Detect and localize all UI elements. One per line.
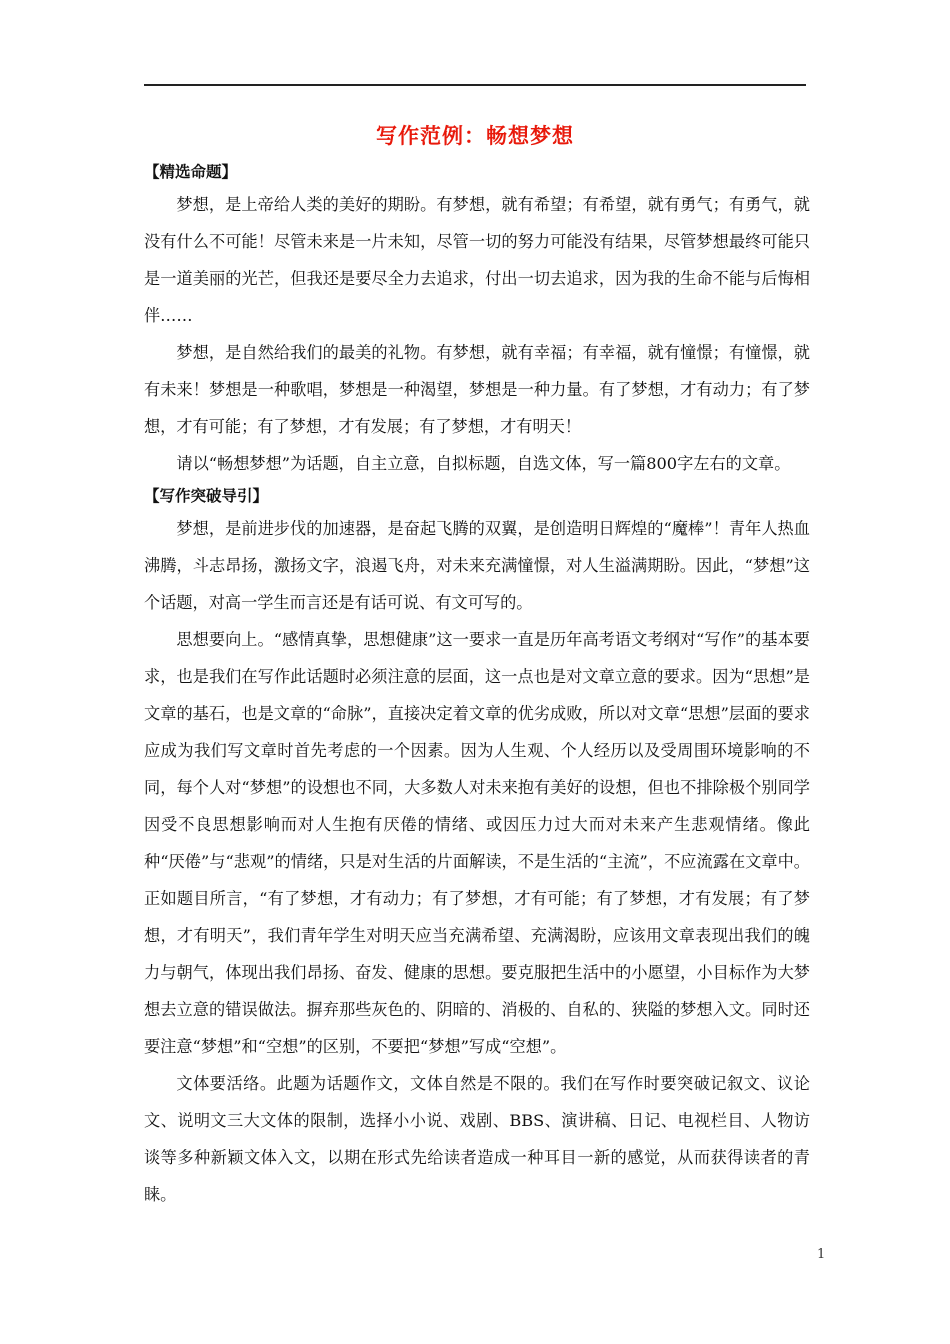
- header-rule: [144, 84, 806, 86]
- paragraph: 请以“畅想梦想”为话题，自主立意，自拟标题，自选文体，写一篇800字左右的文章。: [176, 454, 791, 473]
- page-number: 1: [817, 1247, 826, 1262]
- section-heading: 【写作突破导引】: [144, 487, 269, 505]
- paragraph: 文体要活络。此题为话题作文，文体自然是不限的。我们在写作时要突破记叙文、议论文、说明文三大文体的限制，选择小小说、戏剧、BBS、演讲稿、日记、电视栏目、人物访谈等多种新颖文体入文，以期在形式先给读者造成一种耳目一新的感觉，从而获得读者的青睐。: [144, 1074, 810, 1204]
- paragraph: 思想要向上。“感情真挚，思想健康”这一要求一直是历年高考语文考纲对“写作”的基本要求，也是我们在写作此话题时必须注意的层面，这一点也是对文章立意的要求。因为“思想”是文章的基石，也是文章的“命脉”，直接决定着文章的优劣成败，所以对文章“思想”层面的要求应成为我们写文章时首先考虑的一个因素。因为人生观、个人经历以及受周围环境影响的不同，每个人对“梦想”的设想也不同，大多数人对未来抱有美好的设想，但也不排除极个别同学因受不良思想影响而对人生抱有厌倦的情绪、或因压力过大而对未来产生悲观情绪。像此种“厌倦”与“悲观”的情绪，只是对生活的片面解读，不是生活的“主流”，不应流露在文章中。正如题目所言，“有了梦想，才有动力；有了梦想，才有可能；有了梦想，才有发展；有了梦想，才有明天”，我们青年学生对明天应当充满希望、充满渴盼，应该用文章表现出我们的魄力与朝气，体现出我们昂扬、奋发、健康的思想。要克服把生活中的小愿望，小目标作为大梦想去立意的错误做法。摒弃那些灰色的、阴暗的、消极的、自私的、狭隘的梦想入文。同时还要注意“梦想”和“空想”的区别，不要把“梦想”写成“空想”。: [144, 630, 810, 1056]
- document-body: [144, 158, 810, 1213]
- section-selected-topic: [144, 158, 810, 482]
- paragraph: 梦想，是自然给我们的最美的礼物。有梦想，就有幸福；有幸福，就有憧憬；有憧憬，就有未来！梦想是一种歌唱，梦想是一种渴望，梦想是一种力量。有了梦想，才有动力；有了梦想，才有可能；有了梦想，才有发展；有了梦想，才有明天！: [144, 343, 810, 436]
- section-heading: 【精选命题】: [144, 163, 238, 181]
- paragraph: 梦想，是上帝给人类的美好的期盼。有梦想，就有希望；有希望，就有勇气；有勇气，就没有什么不可能！尽管未来是一片未知，尽管一切的努力可能没有结果，尽管梦想最终可能只是一道美丽的光芒，但我还是要尽全力去追求，付出一切去追求，因为我的生命不能与后悔相伴……: [144, 195, 810, 325]
- paragraph: 梦想，是前进步伐的加速器，是奋起飞腾的双翼，是创造明日辉煌的“魔棒”！青年人热血沸腾，斗志昂扬，激扬文字，浪遏飞舟，对未来充满憧憬，对人生溢满期盼。因此，“梦想”这个话题，对高一学生而言还是有话可说、有文可写的。: [144, 519, 810, 612]
- section-writing-guide: [144, 482, 810, 1213]
- page-title: 写作范例：畅想梦想: [376, 124, 574, 148]
